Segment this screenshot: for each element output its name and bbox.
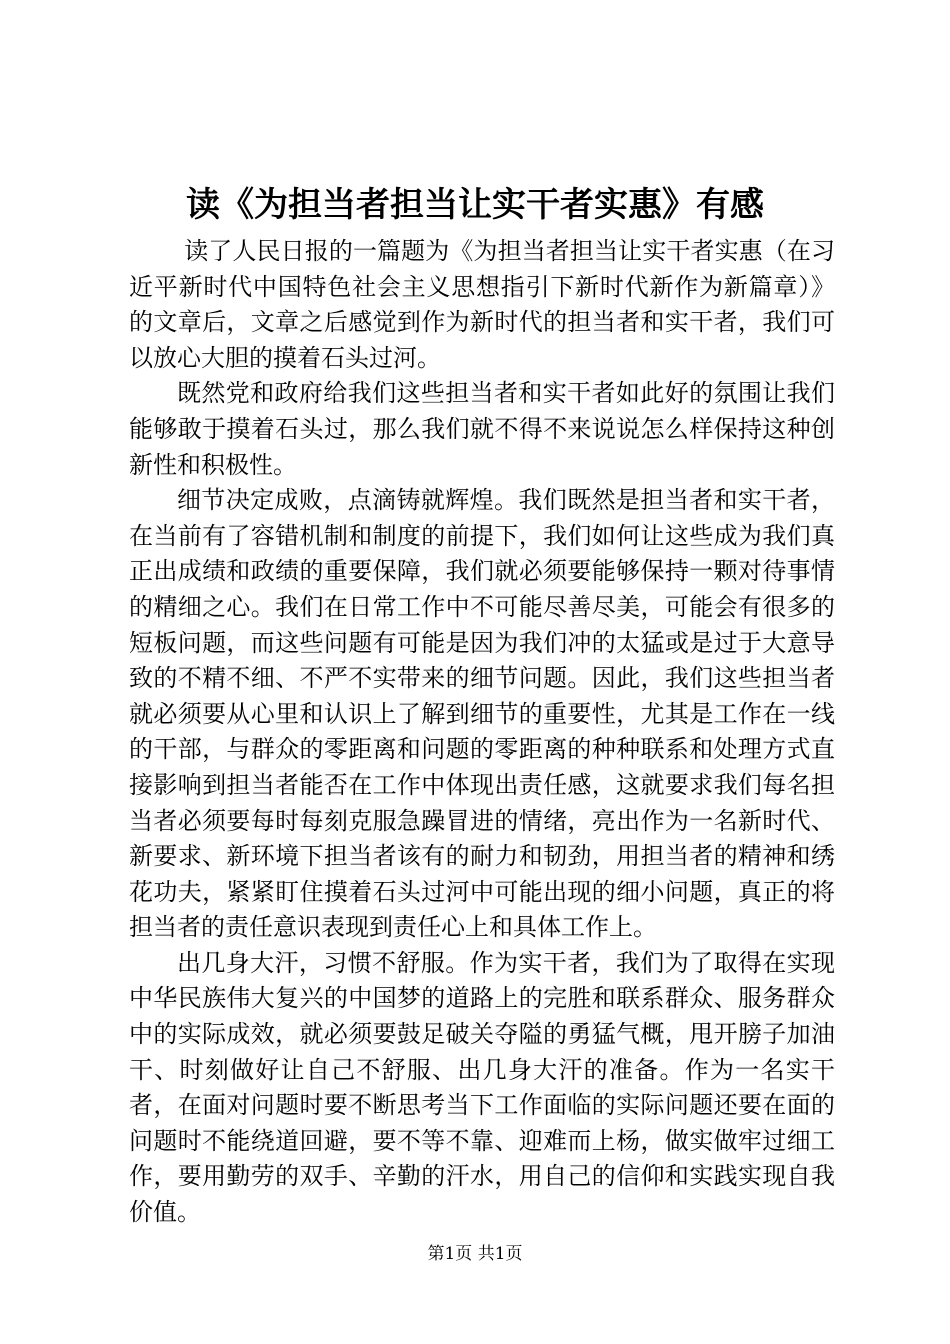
document-body (129, 234, 835, 1231)
page-footer: 第1页 共1页 (427, 1244, 523, 1264)
paragraph-4: 出几身大汗，习惯不舒服。作为实干者，我们为了取得在实现中华民族伟大复兴的中国梦的道路上的完胜和联系群众、服务群众中的实际成效，就必须要鼓足破关夺隘的勇猛气概，甩开膀子加油干、时刻做好让自己不舒服、出几身大汗的准备。作为一名实干者，在面对问题时要不断思考当下工作面临的实际问题还要在面的问题时不能绕道回避，要不等不靠、迎难而上杨，做实做牢过细工作，要用勤劳的双手、辛勤的汗水，用自己的信仰和实践实现自我价值。 (129, 948, 835, 1227)
paragraph-2: 既然党和政府给我们这些担当者和实干者如此好的氛围让我们能够敢于摸着石头过，那么我们就不得不来说说怎么样保持这种创新性和积极性。 (129, 379, 835, 479)
paragraph-1: 读了人民日报的一篇题为《为担当者担当让实干者实惠（在习近平新时代中国特色社会主义思想指引下新时代新作为新篇章）》的文章后，文章之后感觉到作为新时代的担当者和实干者，我们可以放心大胆的摸着石头过河。 (129, 237, 835, 372)
document-title: 读《为担当者担当让实干者实惠》有感 (186, 185, 764, 225)
paragraph-3: 细节决定成败，点滴铸就辉煌。我们既然是担当者和实干者，在当前有了容错机制和制度的前提下，我们如何让这些成为我们真正出成绩和政绩的重要保障，我们就必须要能够保持一颗对待事情的精细之心。我们在日常工作中不可能尽善尽美，可能会有很多的短板问题，而这些问题有可能是因为我们冲的太猛或是过于大意导致的不精不细、不严不实带来的细节问题。因此，我们这些担当者就必须要从心里和认识上了解到细节的重要性，尤其是工作在一线的干部，与群众的零距离和问题的零距离的种种联系和处理方式直接影响到担当者能否在工作中体现出责任感，这就要求我们每名担当者必须要每时每刻克服急躁冒进的情绪，亮出作为一名新时代、新要求、新环境下担当者该有的耐力和韧劲，用担当者的精神和绣花功夫，紧紧盯住摸着石头过河中可能出现的细小问题，真正的将担当者的责任意识表现到责任心上和具体工作上。 (129, 486, 835, 942)
